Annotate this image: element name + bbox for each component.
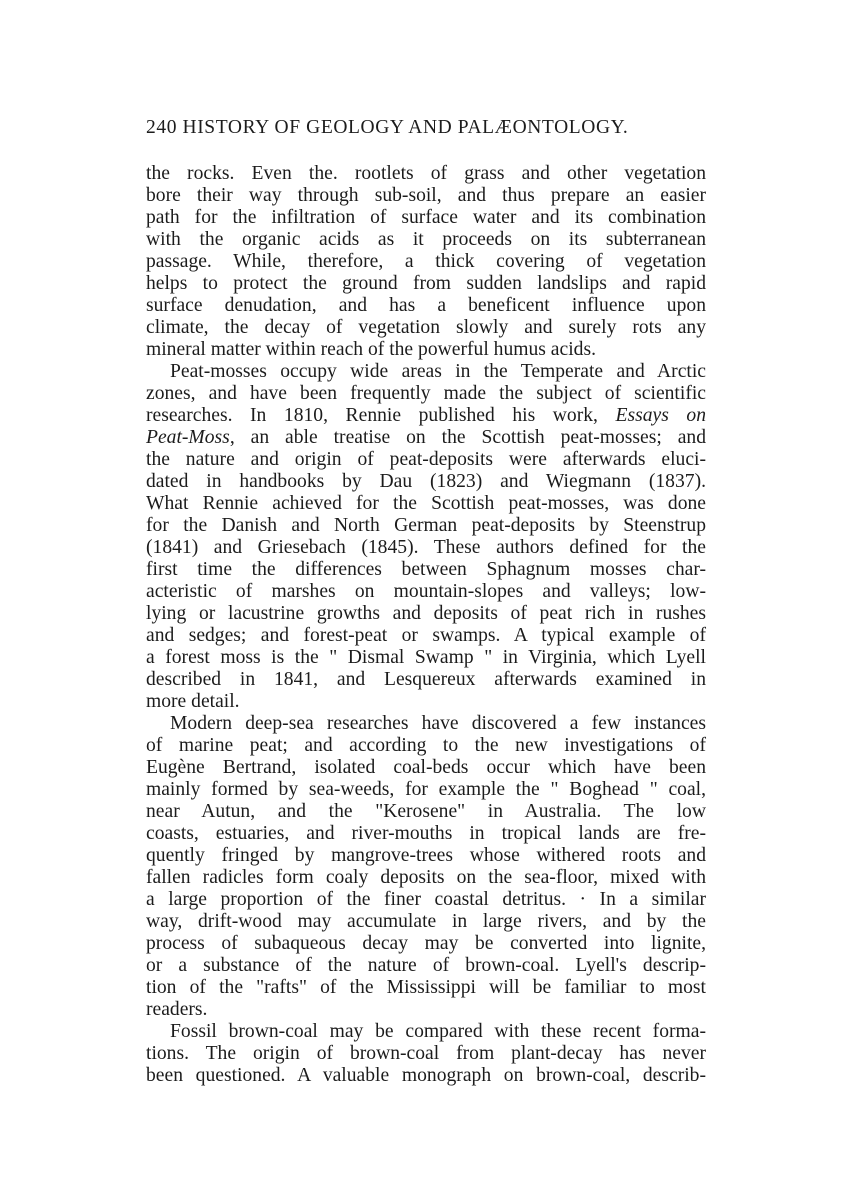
text-line: process of subaqueous decay may be converted into lignite,: [146, 933, 706, 954]
text-line: Peat-Moss, an able treatise on the Scottish peat-mosses; and: [146, 427, 706, 448]
text-line: first time the differences between Sphagnum mosses char-: [146, 559, 706, 580]
text-line: researches. In 1810, Rennie published his work, Essays on: [146, 405, 706, 426]
text-line: dated in handbooks by Dau (1823) and Wiegmann (1837).: [146, 471, 706, 492]
text-line: What Rennie achieved for the Scottish peat-mosses, was done: [146, 493, 706, 514]
text-line: tions. The origin of brown-coal from plant-decay has never: [146, 1043, 706, 1064]
text-line: described in 1841, and Lesquereux afterwards examined in: [146, 669, 706, 690]
text-line: helps to protect the ground from sudden landslips and rapid: [146, 273, 706, 294]
text-line: quently fringed by mangrove-trees whose withered roots and: [146, 845, 706, 866]
text-line: Eugène Bertrand, isolated coal-beds occur which have been: [146, 757, 706, 778]
text-line: bore their way through sub-soil, and thus prepare an easier: [146, 185, 706, 206]
text-line: a large proportion of the finer coastal detritus. · In a similar: [146, 889, 706, 910]
text-line: fallen radicles form coaly deposits on the sea-floor, mixed with: [146, 867, 706, 888]
text-line: path for the infiltration of surface water and its combination: [146, 207, 706, 228]
text-line: or a substance of the nature of brown-coal. Lyell's descrip-: [146, 955, 706, 976]
text-line: way, drift-wood may accumulate in large rivers, and by the: [146, 911, 706, 932]
text-line: and sedges; and forest-peat or swamps. A typical example of: [146, 625, 706, 646]
text-line: for the Danish and North German peat-deposits by Steenstrup: [146, 515, 706, 536]
text-line: the nature and origin of peat-deposits were afterwards eluci-: [146, 449, 706, 470]
text-line: Fossil brown-coal may be compared with these recent forma-: [170, 1021, 706, 1042]
text-line: Modern deep-sea researches have discovered a few instances: [170, 713, 706, 734]
text-line: with the organic acids as it proceeds on its subterranean: [146, 229, 706, 250]
text-line: climate, the decay of vegetation slowly and surely rots any: [146, 317, 706, 338]
text-line: been questioned. A valuable monograph on brown-coal, describ-: [146, 1065, 706, 1086]
text-line: more detail.: [146, 691, 240, 712]
text-line: (1841) and Griesebach (1845). These authors defined for the: [146, 537, 706, 558]
text-line: passage. While, therefore, a thick covering of vegetation: [146, 251, 706, 272]
text-line: tion of the "rafts" of the Mississippi will be familiar to most: [146, 977, 706, 998]
text-line: of marine peat; and according to the new investigations of: [146, 735, 706, 756]
body-text: [146, 163, 706, 1087]
text-line: acteristic of marshes on mountain-slopes and valleys; low-: [146, 581, 706, 602]
text-line: the rocks. Even the. rootlets of grass and other vegetation: [146, 163, 706, 184]
text-line: a forest moss is the " Dismal Swamp " in Virginia, which Lyell: [146, 647, 706, 668]
text-line: mineral matter within reach of the powerful humus acids.: [146, 339, 596, 360]
text-line: mainly formed by sea-weeds, for example the " Boghead " coal,: [146, 779, 706, 800]
text-line: lying or lacustrine growths and deposits of peat rich in rushes: [146, 603, 706, 624]
text-line: zones, and have been frequently made the subject of scientific: [146, 383, 706, 404]
text-line: readers.: [146, 999, 208, 1020]
text-line: near Autun, and the "Kerosene" in Australia. The low: [146, 801, 706, 822]
text-line: coasts, estuaries, and river-mouths in tropical lands are fre-: [146, 823, 706, 844]
text-line: Peat-mosses occupy wide areas in the Temperate and Arctic: [170, 361, 706, 382]
running-head: 240 HISTORY OF GEOLOGY AND PALÆONTOLOGY.: [146, 117, 629, 138]
text-line: surface denudation, and has a beneficent influence upon: [146, 295, 706, 316]
